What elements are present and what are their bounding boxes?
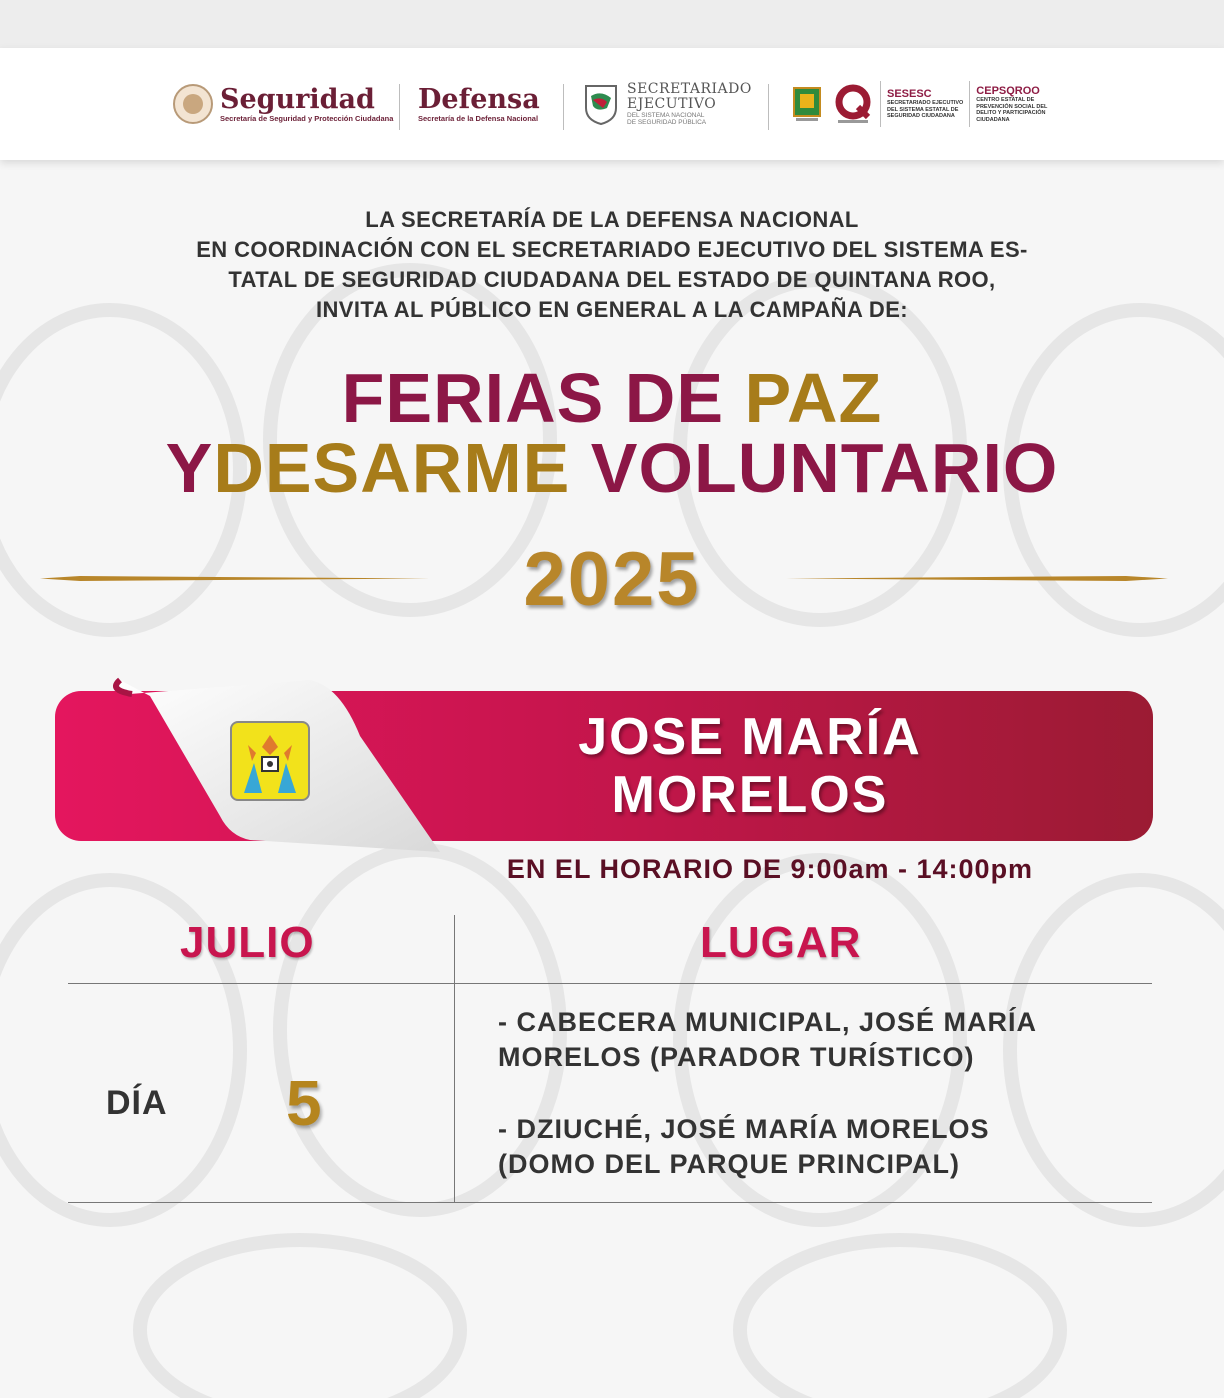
sesesc-title: SESESC xyxy=(887,88,932,101)
defensa-logo xyxy=(418,48,540,160)
secretariado-line3: DEL SISTEMA NACIONAL xyxy=(627,112,705,119)
municipality-name-line: JOSE MARÍA xyxy=(578,708,922,766)
secretariado-line4: DE SEGURIDAD PÚBLICA xyxy=(627,119,707,126)
day-label: DÍA xyxy=(106,1084,168,1122)
place-item xyxy=(498,1112,990,1182)
place-line: (DOMO DEL PARQUE PRINCIPAL) xyxy=(498,1149,961,1179)
quintana-roo-logos xyxy=(792,48,1047,160)
title-part: VOLUNTARIO xyxy=(570,429,1059,507)
intro-line: EN COORDINACIÓN CON EL SECRETARIADO EJECUTIVO DEL SISTEMA ES- xyxy=(196,237,1028,262)
month-header: JULIO xyxy=(180,918,315,967)
divider xyxy=(768,84,769,130)
cepsqroo-line1: CENTRO ESTATAL DE xyxy=(976,97,1035,103)
divider xyxy=(880,81,881,127)
intro-line: INVITA AL PÚBLICO EN GENERAL A LA CAMPAÑA DE: xyxy=(315,297,909,322)
divider xyxy=(969,81,970,127)
defensa-title: Defensa xyxy=(418,83,540,115)
divider xyxy=(563,84,564,130)
campaign-title-line1 xyxy=(0,359,1224,437)
table-column-divider xyxy=(454,915,455,1203)
place-item xyxy=(498,1005,1037,1075)
campaign-year: 2025 xyxy=(523,537,701,622)
title-highlight: PAZ xyxy=(744,359,883,437)
table-divider-bottom xyxy=(68,1202,1152,1203)
secretariado-line1: SECRETARIADO xyxy=(627,81,752,97)
municipal-emblem-icon xyxy=(232,723,308,799)
title-part: FERIAS DE xyxy=(341,359,745,437)
secretariado-logo xyxy=(583,48,752,160)
place-line: MORELOS (PARADOR TURÍSTICO) xyxy=(498,1042,975,1072)
top-band xyxy=(0,0,1224,48)
secretariado-line2: EJECUTIVO xyxy=(627,96,717,112)
logo-bar xyxy=(0,48,1224,160)
municipality-logo xyxy=(230,721,310,801)
municipality-name-line: MORELOS xyxy=(611,766,889,824)
sesesc-line1: SECRETARIADO EJECUTIVO xyxy=(887,100,964,107)
sesesc-line3: SEGURIDAD CIUDADANA xyxy=(887,113,955,120)
q-logo-icon xyxy=(832,83,874,125)
state-crest-icon xyxy=(792,84,822,124)
title-highlight: DESARME xyxy=(213,429,571,507)
intro-text xyxy=(0,205,1224,325)
cepsqroo-line2: PREVENCIÓN SOCIAL DEL xyxy=(976,103,1048,110)
intro-line: LA SECRETARÍA DE LA DEFENSA NACIONAL xyxy=(365,207,859,232)
cepsqroo-line4: CIUDADANA xyxy=(976,116,1010,123)
cepsqroo-title: CEPSQROO xyxy=(976,85,1040,97)
seguridad-logo xyxy=(172,48,393,160)
sesesc-line2: DEL SISTEMA ESTATAL DE xyxy=(887,106,959,113)
intro-line: TATAL DE SEGURIDAD CIUDADANA DEL ESTADO DE QUINTANA ROO, xyxy=(228,267,996,292)
eagle-seal-icon xyxy=(172,83,214,125)
schedule-text: EN EL HORARIO DE 9:00am - 14:00pm xyxy=(506,854,1034,884)
place-line: - DZIUCHÉ, JOSÉ MARÍA MORELOS xyxy=(498,1114,990,1144)
divider xyxy=(399,84,400,130)
title-part: Y xyxy=(165,429,214,507)
gold-line-right xyxy=(786,576,1168,581)
place-line: - CABECERA MUNICIPAL, JOSÉ MARÍA xyxy=(498,1007,1038,1037)
seguridad-title: Seguridad xyxy=(220,83,375,115)
municipality-name xyxy=(440,708,1060,824)
seguridad-subtitle: Secretaría de Seguridad y Protección Ciudadana xyxy=(220,113,394,123)
day-number: 5 xyxy=(286,1067,322,1139)
cepsqroo-line3: DELITO Y PARTICIPACIÓN xyxy=(976,110,1046,116)
defensa-subtitle: Secretaría de la Defensa Nacional xyxy=(418,113,539,123)
place-header: LUGAR xyxy=(700,918,862,967)
table-divider-top xyxy=(68,983,1152,984)
shield-icon xyxy=(583,82,619,126)
campaign-title-line2 xyxy=(0,429,1224,507)
